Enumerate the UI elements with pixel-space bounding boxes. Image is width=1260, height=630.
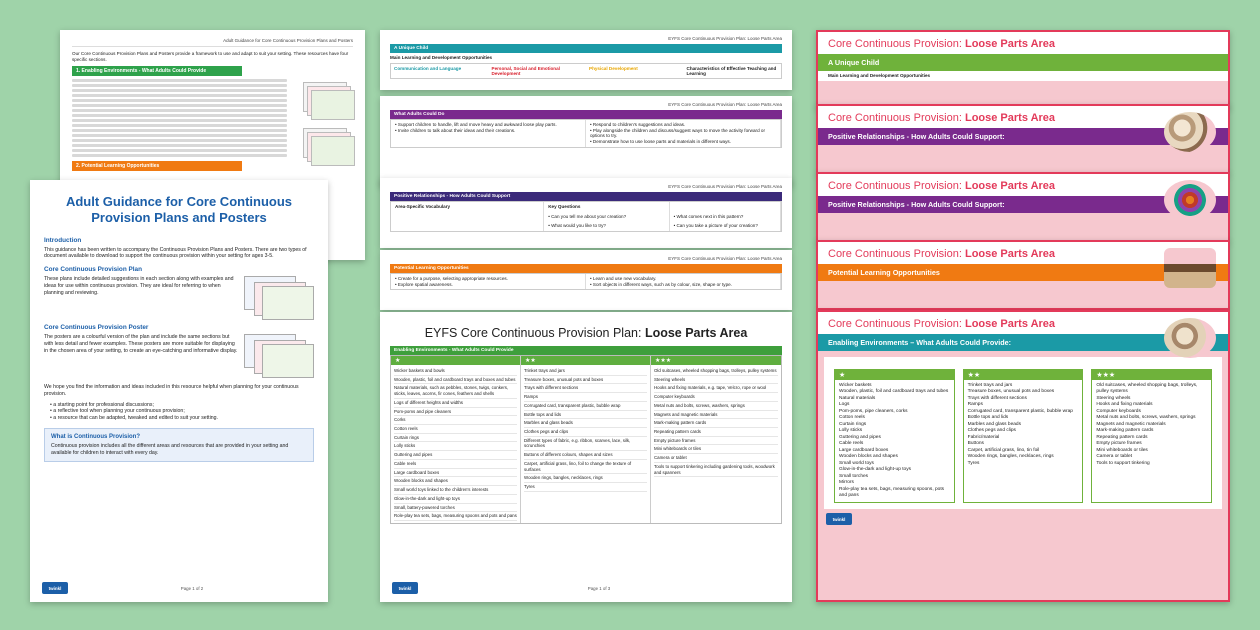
band-unique-child: A Unique Child [390,44,782,53]
resource-item: Cotton reels [394,425,517,434]
resource-item: Computer keyboards [654,393,778,402]
poster-relationships-2 [816,172,1230,242]
poster-heading: Core Continuous Provision Poster [44,324,149,331]
plan-page-adults [380,96,792,186]
page-title: Adult Guidance for Core Continuous Provision Plans and Posters [65,194,293,226]
column-heading: Physical Development [589,65,638,71]
resource-item: Cable reels [839,441,864,447]
list-item: • Support children to handle, lift and move heavy and awkward loose play parts. [395,122,557,127]
resource-item: Wooden blocks and shapes [394,477,517,486]
resource-item: Logs [839,402,850,408]
plan-page-relationships [380,178,792,248]
body-text-block [72,79,287,157]
resource-item: Small, battery-powered torches [394,504,517,513]
resource-item: Corks [394,416,517,425]
intro-text: This guidance has been written to accompany the Continuous Provision Plans and Posters. There are two types of document available to download to support the continuous provision within your setting for ages 3-5. [44,246,307,260]
resource-item: Corrugated card, transparent plastic, bubble wrap [524,402,647,411]
poster-title: Core Continuous Provision: Loose Parts Area [818,242,1228,264]
resource-item: Camera or tablet [1096,454,1133,460]
twinkl-logo: twinkl [42,582,68,594]
resource-item: Large cardboard boxes [394,469,517,478]
resource-item: Buttons of different colours, shapes and sizes [524,451,647,460]
resource-item: Empty picture frames [1096,441,1142,447]
poster-learning [816,240,1230,310]
resource-item: Marbles and glass beads [967,421,1021,427]
area-columns [390,63,782,79]
band-relationships: Positive Relationships - How Adults Could Support: [818,128,1228,145]
adults-grid [390,119,782,148]
resource-item: Treasure boxes, unusual pots and boxes [524,376,647,385]
band-enabling: Enabling Environments – What Adults Could Provide: [818,334,1228,351]
page-number: Page 1 of 2 [180,585,204,591]
resource-item: Mini whiteboards or tiles [1096,447,1148,453]
column-heading: Communication and Language [394,65,462,71]
resource-item: Old suitcases, wheeled shopping bags, trolleys, pulley systems [1096,383,1198,395]
resource-item: Old suitcases, wheeled shopping bags, trolleys, pulley systems [654,367,778,376]
page-header: EYFS Core Continuous Provision Plan: Loose Parts Area [668,102,782,107]
relationships-grid [390,201,782,232]
resource-item: Marbles and glass beads [524,419,647,428]
resource-item: Carpet, artificial grass, lino, foil to change the texture of surfaces [524,460,647,474]
resource-item: Small torches [839,473,869,479]
resource-item: Tyres [524,483,647,492]
resource-item: Natural materials [839,395,876,401]
children-playing-image [1164,248,1216,288]
learning-grid [390,273,782,290]
two-star-column [521,356,651,523]
resource-item: Small world toys [839,460,874,466]
poster-main [816,310,1230,602]
one-star-column [834,369,955,503]
page-footer [42,582,316,594]
plan-page-unique-child [380,30,792,90]
guidance-page-1 [30,180,328,602]
list-item: • Play alongside the children and discuss/suggest ways to move the activity forward or options to try. [590,127,765,139]
resource-item: Clothes pegs and clips [967,428,1016,434]
intro-heading: Introduction [44,236,82,244]
list-item: • Demonstrate how to use loose parts and materials in different ways. [590,139,731,145]
poster-unique-child [816,30,1230,108]
list-item: • Can you take a picture of your creation? [670,221,781,231]
column-heading: Area-Specific Vocabulary [391,202,544,212]
resource-item: Curtain rings [839,421,867,427]
resource-item: Trinket trays and jars [524,367,647,376]
page-number: Page 1 of 3 [587,585,611,591]
shells-image [1164,112,1216,152]
info-box-heading: What is Continuous Provision? [51,433,140,440]
resource-item: Guttering and pipes [394,451,517,460]
resource-item: Role-play tea sets, bags, measuring spoons, pots and pans [839,486,945,498]
plan-text: These plans include detailed suggestions in each section along with examples and ideas for use within continuous provision. They are ideal for referring to when planning and reviewing. [44,276,234,296]
page-header: EYFS Core Continuous Provision Plan: Loose Parts Area [668,256,782,261]
band-relationships: Positive Relationships - How Adults Could Support [390,192,782,201]
list-item: • Sort objects in different ways, such as by colour, size, shape or type. [590,281,732,287]
resource-item: Role-play tea sets, bags, measuring spoons and pots and pans [394,512,517,521]
section-heading-enabling: 1. Enabling Environments - What Adults Could Provide [72,66,242,76]
resource-item: Treasure boxes, unusual pots and boxes [967,389,1055,395]
resource-item: Logs of different heights and widths [394,399,517,408]
poster-title: Core Continuous Provision: Loose Parts Area [818,32,1228,54]
resource-item: Camera or tablet [654,454,778,463]
page-header: EYFS Core Continuous Provision Plan: Loose Parts Area [668,36,782,41]
resource-columns [390,355,782,524]
page-footer [392,582,780,594]
resource-item: Fabric/material [967,434,1000,440]
resource-item: Wicker baskets and bowls [394,367,517,376]
band-learning: Potential Learning Opportunities [390,264,782,273]
three-star-column [651,356,781,523]
resource-item: Tyres [967,460,980,466]
poster-title: Core Continuous Provision: Loose Parts Area [818,174,1228,196]
list-item: • Create for a purpose, selecting appropriate resources. [395,276,508,281]
band-adults: What Adults Could Do [390,110,782,119]
page-header: Adult Guidance for Core Continuous Provision Plans and Posters [72,38,353,47]
poster-title: Core Continuous Provision: Loose Parts Area [818,312,1228,334]
star-rating-1: ★ [391,356,520,365]
resource-item: Lolly sticks [839,428,863,434]
resource-item: Wooden blocks and shapes [839,454,898,460]
resource-item: Metal nuts and bolts, screws, washers, springs [1096,415,1196,421]
section-heading-learning: 2. Potential Learning Opportunities [72,161,242,171]
resource-item: Large cardboard boxes [839,447,889,453]
shells-image [1164,318,1216,358]
resource-item: Steering wheels [1096,395,1131,401]
resource-item: Trays with different sections [967,395,1027,401]
poster-title: Core Continuous Provision: Loose Parts Area [818,106,1228,128]
list-item: • Respond to children's suggestions and ideas. [590,122,686,127]
back-intro: Our Core Continuous Provision Plans and Posters provide a framework to use and adapt to suit your setting. These resources have four specific sections. [72,51,349,62]
resource-item: Magnets and magnetic materials [654,411,778,420]
poster-relationships-1 [816,104,1230,174]
resource-item: Tools to support tinkering [1096,460,1150,466]
resource-item: Carpet, artificial grass, lino, tin foil [967,447,1040,453]
resource-item: Wooden, plastic, foil and cardboard trays and tubes [839,389,949,395]
poster-resource-columns [824,357,1222,509]
resource-item: Mark-making pattern cards [654,419,778,428]
plan-title: EYFS Core Continuous Provision Plan: Loose Parts Area [424,326,748,340]
resource-item: Steering wheels [654,376,778,385]
resource-item: Glow-in-the-dark and light-up toys [839,467,911,473]
resource-item: Glow-in-the-dark and light-up toys [394,495,517,504]
resource-item: Bottle tops and lids [524,411,647,420]
resource-item: Clothes pegs and clips [524,428,647,437]
resource-item: Tools to support tinkering including gardening tools, woodwork and spanners [654,463,778,477]
resource-item: Computer keyboards [1096,408,1141,414]
page-header: EYFS Core Continuous Provision Plan: Loose Parts Area [668,184,782,189]
resource-item: Small world toys linked to the children's interests [394,486,517,495]
plan-page-learning [380,250,792,310]
twinkl-logo: twinkl [826,513,852,525]
plan-page-main [380,312,792,602]
band-unique-child: A Unique Child [818,54,1228,71]
resource-item: Trinket trays and jars [967,383,1013,388]
resource-item: Mark-making pattern cards [1096,428,1154,434]
resource-item: Wicker baskets [839,383,872,388]
resource-item: Different types of fabric, e.g. ribbon, scarves, lace, silk, scrunchies [524,437,647,451]
resource-item: Hooks and fixing materials, e.g. tape, Velcro, rope or wool [654,384,778,393]
resource-item: Ramps [524,393,647,402]
resource-item: Bottle tops and lids [967,415,1009,421]
twinkl-logo: twinkl [392,582,418,594]
resource-item: Curtain rings [394,434,517,443]
resource-item: Lolly sticks [394,442,517,451]
resource-item: Hooks and fixing materials [1096,402,1153,408]
poster-text: The posters are a colourful version of the plan and include the same sections but with less detail and fewer examples. These posters are more suitable for displaying in the chosen area of your setting, to create an eye-catching and informative display. [44,334,238,354]
column-heading: Key Questions [544,202,669,212]
band-relationships: Positive Relationships - How Adults Could Support: [818,196,1228,213]
resource-item: Empty picture frames [654,437,778,446]
resource-item: Metal nuts and bolts, screws, washers, springs [654,402,778,411]
resource-item: Wooden, plastic, foil and cardboard trays and boxes and tubes [394,376,517,385]
resource-item: Guttering and pipes [839,434,881,440]
poster-preview-image [244,334,314,376]
resource-item: Corrugated card, transparent plastic, bubble wrap [967,408,1073,414]
info-box-text: Continuous provision includes all the different areas and resources that are provided in your setting and available for children to interact with every day. [51,442,289,456]
sub-heading: Main Learning and Development Opportunities [390,55,493,60]
resource-item: Wooden rings, bangles, necklaces, rings [524,474,647,483]
resource-item: Cotton reels [839,415,865,421]
list-item: • Invite children to talk about their ideas and their creations. [395,127,516,133]
band-enabling: Enabling Environments - What Adults Could Provide [390,346,782,355]
bullet-item: • a reflective tool when planning your continuous provision; [50,408,185,415]
hope-text: We hope you find the information and ideas included in this resource helpful when planning for your continuous provision. [44,384,299,397]
list-item: • What comes next in this pattern? [670,212,781,222]
resource-item: Ramps [967,402,983,408]
buttons-image [1164,180,1216,220]
resource-item: Mirrors [839,480,854,486]
three-star-column [1091,369,1212,503]
star-rating-3: ★★★ [1092,370,1211,380]
resource-item: Natural materials, such as pebbles, stones, twigs, conkers, sticks, leaves, acorns, fir cones, feathers and shells [394,384,517,398]
one-star-column [391,356,521,523]
resource-item: Pom-poms, pipe cleaners, corks [839,408,908,414]
star-rating-3: ★★★ [651,356,781,365]
resource-item: Mini whiteboards or tiles [654,445,778,454]
star-rating-2: ★★ [964,370,1083,380]
list-item: • Learn and use new vocabulary. [590,276,657,281]
list-item: • Can you tell me about your creation? [544,212,669,222]
info-box [44,428,314,463]
plan-preview-image [244,276,314,318]
resource-item: Repeating pattern cards [654,428,778,437]
plan-heading: Core Continuous Provision Plan [44,266,142,273]
resource-item: Buttons [967,441,984,447]
star-rating-2: ★★ [521,356,650,365]
resource-item: Cable reels [394,460,517,469]
resource-item: Pom-poms and pipe cleaners [394,408,517,417]
plan-thumbnail [303,82,351,118]
resource-item: Magnets and magnetic materials [1096,421,1166,427]
band-learning: Potential Learning Opportunities [818,264,1228,281]
list-item: • What would you like to try? [544,221,669,231]
bullet-item: • a resource that can be adapted, tweaked and edited to suit your setting. [50,415,218,421]
column-heading: Characteristics of Effective Teaching and Learning [686,65,777,76]
bullet-list [44,402,314,422]
resource-item: Repeating pattern cards [1096,434,1148,440]
list-item: • Explore spatial awareness. [395,281,453,287]
poster-footer [826,513,1220,525]
bullet-item: • a starting point for professional discussions; [50,401,154,408]
resource-item: Wooden rings, bangles, necklaces, rings [967,454,1054,460]
column-heading: Personal, Social and Emotional Development [491,65,560,76]
star-rating-1: ★ [835,370,954,380]
poster-thumbnail [303,128,351,164]
resource-item: Trays with different sections [524,384,647,393]
two-star-column [963,369,1084,503]
sub-heading: Main Learning and Development Opportunities [818,71,1228,81]
